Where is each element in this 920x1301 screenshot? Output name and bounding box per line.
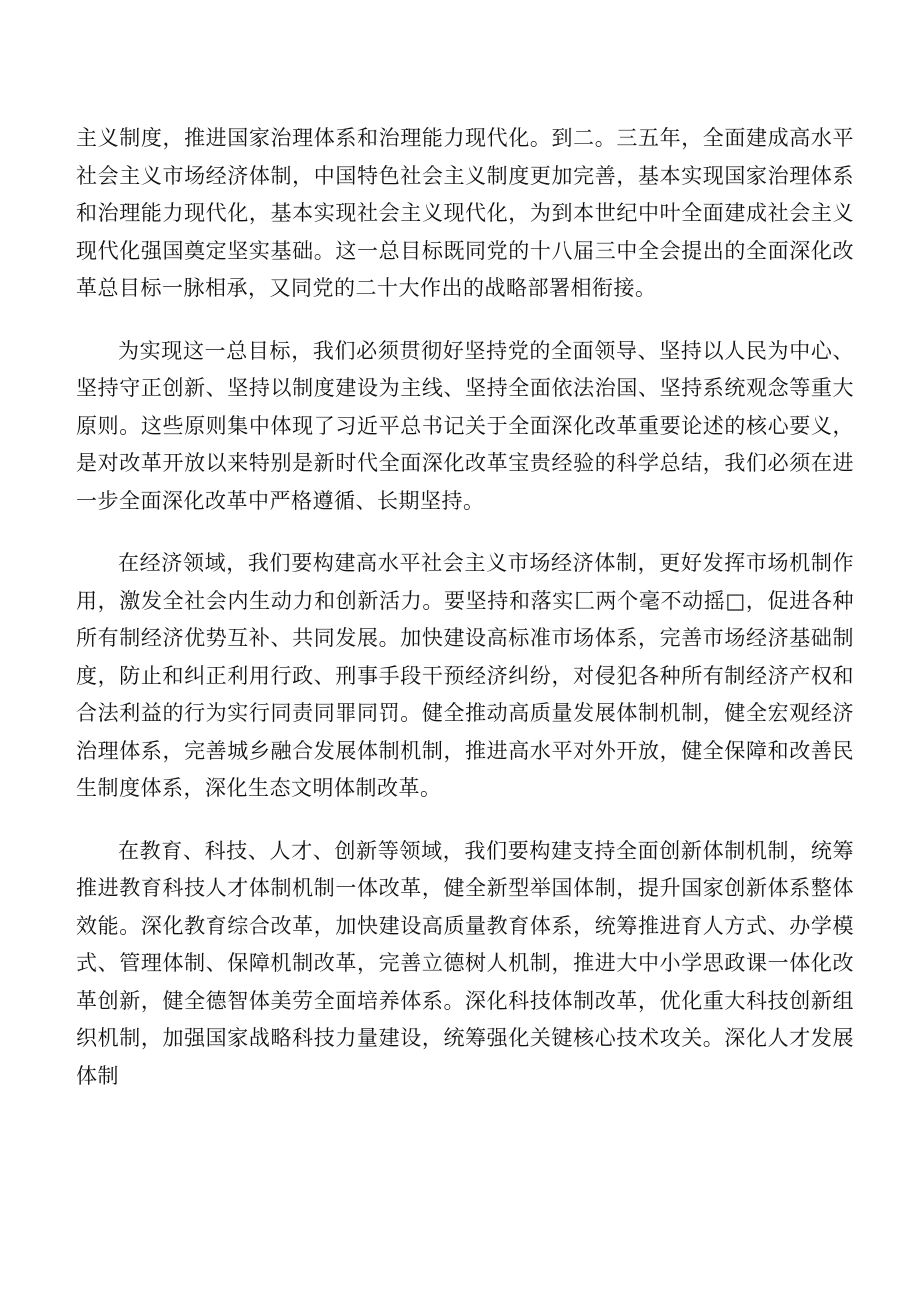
paragraph-education-technology: 在教育、科技、人才、创新等领域，我们要构建支持全面创新体制机制，统筹推进教育科技人才体制机制一体改革，健全新型举国体制，提升国家创新体系整体效能。深化教育综合改革，加快建设高质量教育体系，统筹推进育人方式、办学模式、管理体制、保障机制改革，完善立德树人机制，推进大中小学思政课一体化改革创新，健全德智体美劳全面培养体系。深化科技体制改革，优化重大科技创新组织机制，加强国家战略科技力量建设，统筹强化关键核心技术攻关。深化人才发展体制 (76, 838, 854, 1088)
paragraph-principles: 为实现这一总目标，我们必须贯彻好坚持党的全面领导、坚持以人民为中心、坚持守正创新、坚持以制度建设为主线、坚持全面依法治国、坚持系统观念等重大原则。这些原则集中体现了习近平总书记关于全面深化改革重要论述的核心要义，是对改革开放以来特别是新时代全面深化改革宝贵经验的科学总结，我们必须在进一步全面深化改革中严格遵循、长期坚持。 (76, 338, 854, 513)
document-body (76, 120, 854, 1120)
paragraph-economy: 在经济领域，我们要构建高水平社会主义市场经济体制，更好发挥市场机制作用，激发全社会内生动力和创新活力。要坚持和落实匚两个毫不动摇□，促进各种所有制经济优势互补、共同发展。加快建设高标准市场体系，完善市场经济基础制度，防止和纠正利用行政、刑事手段干预经济纠纷，对侵犯各种所有制经济产权和合法利益的行为实行同责同罪同罚。健全推动高质量发展体制机制，健全宏观经济治理体系，完善城乡融合发展体制机制，推进高水平对外开放，健全保障和改善民生制度体系，深化生态文明体制改革。 (76, 551, 854, 800)
paragraph-continued: 主义制度，推进国家治理体系和治理能力现代化。到二。三五年，全面建成高水平社会主义市场经济体制，中国特色社会主义制度更加完善，基本实现国家治理体系和治理能力现代化，基本实现社会主义现代化，为到本世纪中叶全面建成社会主义现代化强国奠定坚实基础。这一总目标既同党的十八届三中全会提出的全面深化改革总目标一脉相承，又同党的二十大作出的战略部署相衔接。 (76, 126, 854, 300)
